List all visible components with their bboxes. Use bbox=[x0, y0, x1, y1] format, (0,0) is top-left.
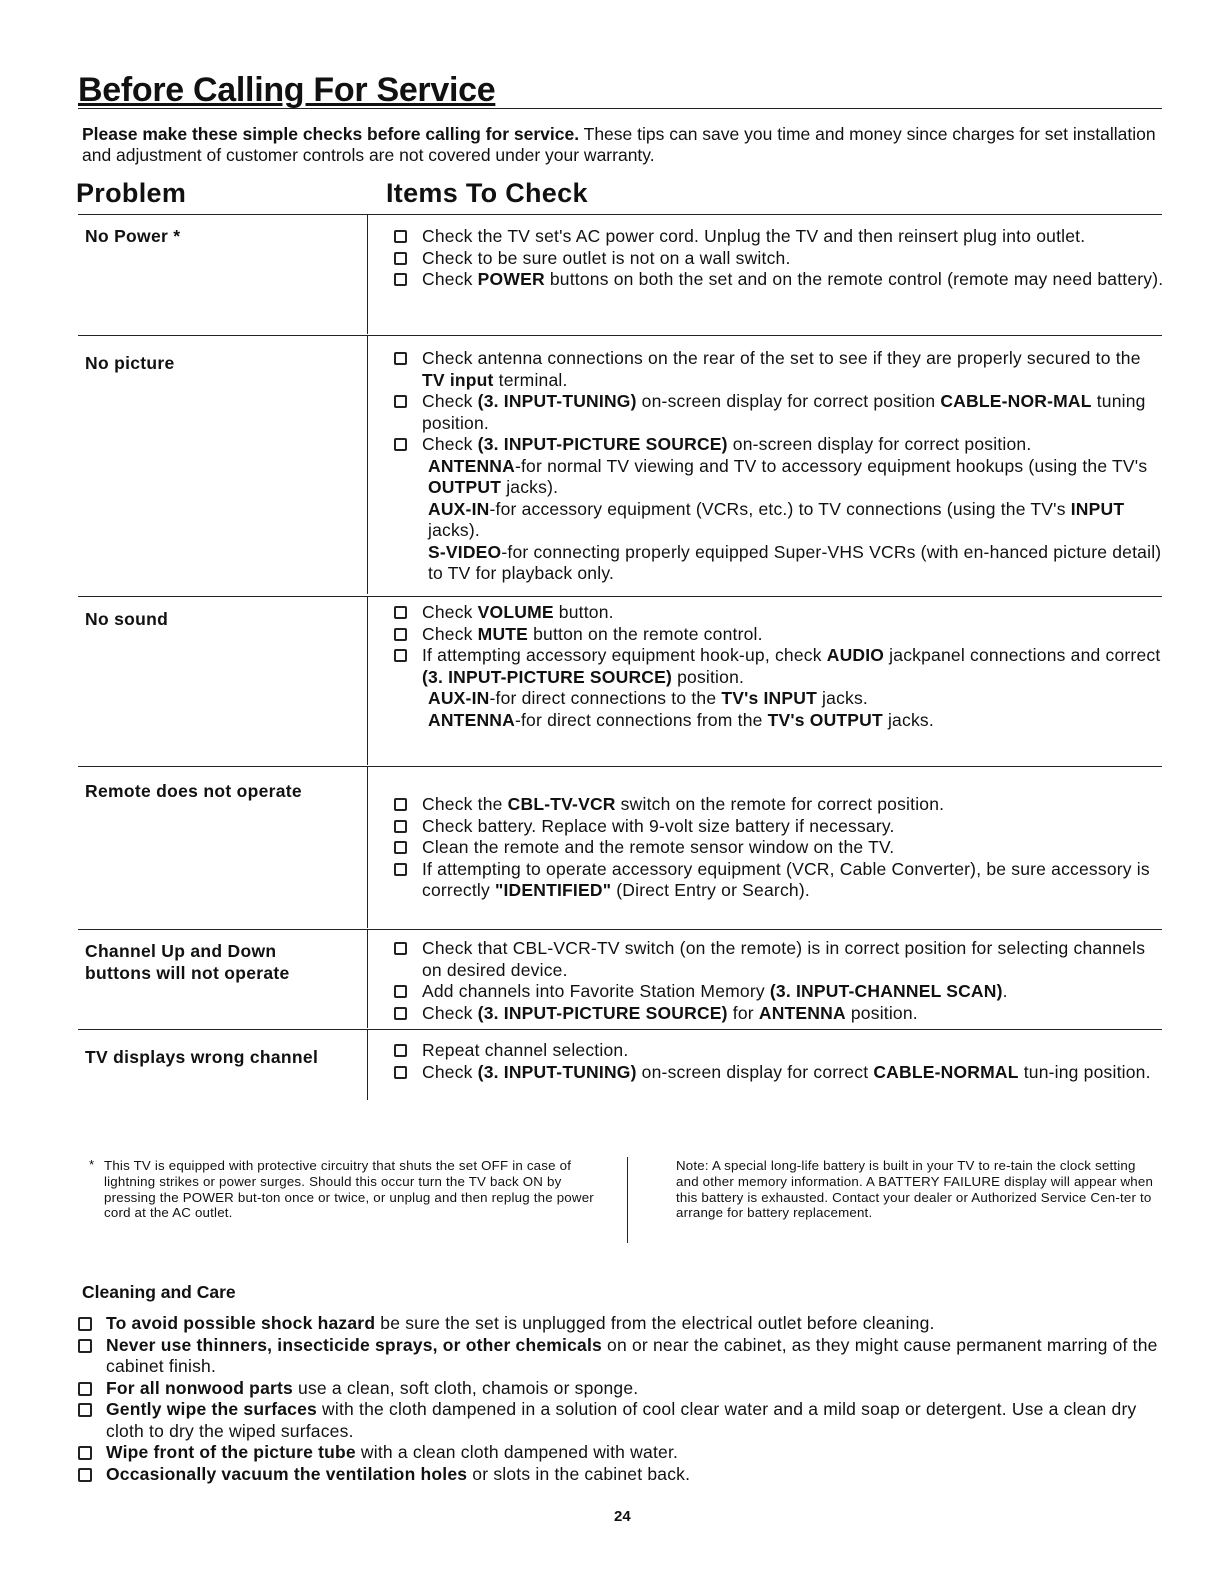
text-run: Check bbox=[422, 1061, 478, 1082]
checkbox-icon bbox=[394, 230, 407, 243]
emphasis-text: Wipe front of the picture tube bbox=[106, 1442, 356, 1462]
checkbox-icon bbox=[394, 863, 407, 876]
power-footnote bbox=[89, 1157, 600, 1221]
emphasis-text: (3. INPUT-PICTURE SOURCE) bbox=[477, 1002, 728, 1023]
page-title: Before Calling For Service bbox=[78, 71, 496, 109]
check-subitem bbox=[392, 710, 1167, 732]
checkbox-icon bbox=[394, 273, 407, 286]
emphasis-text: For all nonwood parts bbox=[106, 1377, 293, 1398]
text-run: Check bbox=[422, 269, 478, 289]
check-item bbox=[392, 981, 1167, 1003]
text-run: Check bbox=[422, 391, 478, 411]
emphasis-text: (3. INPUT-PICTURE SOURCE) bbox=[477, 434, 728, 454]
emphasis-text: ANTENNA bbox=[758, 1002, 846, 1023]
row-divider bbox=[78, 596, 1162, 597]
table-top-rule bbox=[78, 214, 1162, 215]
check-subitem bbox=[392, 456, 1167, 499]
check-subitem bbox=[392, 542, 1167, 585]
text-run: switch on the remote for correct position. bbox=[615, 794, 945, 814]
checkbox-icon bbox=[394, 798, 407, 811]
cleaning-care-heading: Cleaning and Care bbox=[82, 1282, 236, 1302]
problem-label: No picture bbox=[85, 353, 175, 373]
check-item bbox=[392, 269, 1167, 291]
text-run: -for accessory equipment (VCRs, etc.) to TV connections (using the TV's bbox=[489, 498, 1071, 519]
check-item bbox=[392, 434, 1167, 456]
check-item bbox=[392, 391, 1167, 434]
check-item bbox=[392, 1040, 1167, 1062]
footnote-divider bbox=[627, 1157, 628, 1243]
text-run: button. bbox=[553, 602, 614, 622]
text-run: Check bbox=[422, 623, 478, 644]
text-run: Check the bbox=[422, 794, 508, 814]
text-run: Check bbox=[422, 434, 478, 454]
text-run: on-screen display for correct position bbox=[636, 391, 941, 411]
text-run: . bbox=[1002, 981, 1008, 1001]
check-subitem bbox=[392, 688, 1167, 710]
text-run: -for normal TV viewing and TV to accessory equipment hookups (using the TV's bbox=[514, 455, 1148, 476]
checkbox-icon bbox=[78, 1339, 92, 1353]
text-run: jackpanel connections and correct bbox=[884, 645, 1161, 665]
emphasis-text: TV's OUTPUT bbox=[767, 709, 883, 730]
check-list bbox=[392, 226, 1167, 291]
emphasis-text: AUX-IN bbox=[428, 688, 490, 708]
row-divider bbox=[78, 929, 1162, 930]
emphasis-text: Gently wipe the surfaces bbox=[106, 1399, 317, 1419]
care-item bbox=[76, 1313, 1166, 1335]
column-divider bbox=[367, 930, 368, 1028]
emphasis-text: ANTENNA bbox=[428, 709, 515, 730]
checkbox-icon bbox=[394, 606, 407, 619]
text-run: Check that CBL-VCR-TV switch (on the remote) is in correct position for selecting channels on desired device. bbox=[422, 938, 1146, 980]
emphasis-text: MUTE bbox=[477, 623, 529, 644]
text-run: on or near the cabinet, as they might cause permanent marring of the cabinet finish. bbox=[106, 1334, 1158, 1376]
text-run: (Direct Entry or Search). bbox=[611, 880, 810, 900]
text-run: Check to be sure outlet is not on a wall switch. bbox=[422, 247, 791, 268]
checkbox-icon bbox=[394, 1007, 407, 1020]
check-item bbox=[392, 816, 1167, 838]
emphasis-text: (3. INPUT-TUNING) bbox=[477, 1061, 637, 1082]
checkbox-icon bbox=[78, 1446, 92, 1460]
cleaning-care-list bbox=[76, 1313, 1166, 1485]
emphasis-text: INPUT bbox=[1070, 498, 1125, 519]
emphasis-text: S-VIDEO bbox=[428, 541, 502, 562]
problem-label: Remote does not operate bbox=[85, 781, 302, 801]
text-run: jacks). bbox=[501, 477, 559, 497]
check-item bbox=[392, 624, 1167, 646]
problem-label: Channel Up and Down buttons will not operate bbox=[85, 941, 290, 983]
check-item bbox=[392, 645, 1167, 688]
text-run: for bbox=[727, 1002, 759, 1023]
emphasis-text: CABLE-NORMAL bbox=[873, 1061, 1019, 1082]
check-subitem bbox=[392, 499, 1167, 542]
intro-paragraph bbox=[82, 124, 1172, 166]
text-run: tuning position. bbox=[422, 391, 1146, 433]
power-footnote-text: This TV is equipped with protective circuitry that shuts the set OFF in case of lightning strikes or power surges. Should this occur turn the TV back ON by pressing the POWER but-ton once or twice, or unplug and then replug the power cord at the AC outlet. bbox=[104, 1158, 594, 1221]
text-run: Add channels into Favorite Station Memory bbox=[422, 981, 770, 1001]
text-run: position. bbox=[845, 1002, 918, 1023]
emphasis-text: Never use thinners, insecticide sprays, or other chemicals bbox=[106, 1334, 602, 1355]
checkbox-icon bbox=[394, 438, 407, 451]
checkbox-icon bbox=[394, 352, 407, 365]
care-item bbox=[76, 1378, 1166, 1400]
emphasis-text: (3. INPUT-PICTURE SOURCE) bbox=[422, 666, 673, 687]
check-item bbox=[392, 226, 1167, 248]
checkbox-icon bbox=[394, 841, 407, 854]
intro-text: These tips can save you time and money since charges for set installation and adjustment of customer controls are not covered under your warranty. bbox=[82, 124, 1156, 165]
text-run: jacks). bbox=[428, 520, 480, 540]
emphasis-text: TV input bbox=[422, 369, 494, 390]
items-to-check-column-header: Items To Check bbox=[386, 178, 588, 208]
column-divider bbox=[367, 215, 368, 334]
checkbox-icon bbox=[394, 395, 407, 408]
check-item bbox=[392, 248, 1167, 270]
checkbox-icon bbox=[78, 1317, 92, 1331]
care-item bbox=[76, 1335, 1166, 1378]
text-run: terminal. bbox=[493, 369, 568, 390]
emphasis-text: "IDENTIFIED" bbox=[494, 880, 612, 900]
check-item bbox=[392, 348, 1167, 391]
text-run: Check antenna connections on the rear of the set to see if they are properly secured to the bbox=[422, 348, 1141, 368]
checkbox-icon bbox=[78, 1382, 92, 1396]
check-item bbox=[392, 859, 1167, 902]
text-run: Check bbox=[422, 602, 478, 622]
emphasis-text: To avoid possible shock hazard bbox=[106, 1313, 376, 1333]
checkbox-icon bbox=[394, 1044, 407, 1057]
text-run: use a clean, soft cloth, chamois or sponge. bbox=[292, 1377, 639, 1398]
intro-bold: Please make these simple checks before calling for service. bbox=[82, 124, 580, 144]
checkbox-icon bbox=[78, 1468, 92, 1482]
column-divider bbox=[367, 597, 368, 765]
text-run: be sure the set is unplugged from the electrical outlet before cleaning. bbox=[375, 1313, 935, 1333]
problem-column-header: Problem bbox=[76, 178, 187, 208]
text-run: If attempting accessory equipment hook-up, check bbox=[422, 645, 827, 665]
text-run: -for direct connections to the bbox=[489, 688, 722, 708]
emphasis-text: CBL-TV-VCR bbox=[507, 794, 616, 814]
text-run: Check the TV set's AC power cord. Unplug the TV and then reinsert plug into outlet. bbox=[422, 226, 1086, 246]
text-run: -for direct connections from the bbox=[514, 709, 768, 730]
check-item bbox=[392, 938, 1167, 981]
problem-label: TV displays wrong channel bbox=[85, 1047, 319, 1067]
check-item bbox=[392, 794, 1167, 816]
checkbox-icon bbox=[394, 649, 407, 662]
check-item bbox=[392, 602, 1167, 624]
text-run: Check battery. Replace with 9-volt size battery if necessary. bbox=[422, 815, 895, 836]
emphasis-text: CABLE-NOR-MAL bbox=[940, 391, 1092, 411]
emphasis-text: POWER bbox=[477, 269, 545, 289]
title-rule bbox=[78, 108, 1162, 109]
text-run: with a clean cloth dampened with water. bbox=[355, 1442, 679, 1462]
text-run: jacks. bbox=[816, 688, 868, 708]
text-run: on-screen display for correct position. bbox=[727, 434, 1032, 454]
checkbox-icon bbox=[394, 1066, 407, 1079]
emphasis-text: VOLUME bbox=[477, 602, 554, 622]
battery-note bbox=[676, 1158, 1156, 1221]
text-run: Repeat channel selection. bbox=[422, 1040, 629, 1060]
emphasis-text: OUTPUT bbox=[428, 477, 502, 497]
page-number: 24 bbox=[614, 1508, 631, 1525]
text-run: or slots in the cabinet back. bbox=[467, 1463, 691, 1484]
text-run: Check bbox=[422, 1002, 478, 1023]
checkbox-icon bbox=[394, 252, 407, 265]
column-divider bbox=[367, 336, 368, 594]
text-run: with the cloth dampened in a solution of cool clear water and a mild soap or detergent. Use a clean dry cloth to dry the wiped surfaces. bbox=[106, 1399, 1137, 1441]
emphasis-text: AUX-IN bbox=[428, 498, 490, 519]
emphasis-text: (3. INPUT-TUNING) bbox=[477, 391, 637, 411]
row-divider bbox=[78, 335, 1162, 336]
text-run: tun-ing position. bbox=[1018, 1061, 1151, 1082]
text-run: position. bbox=[672, 666, 745, 687]
checkbox-icon bbox=[78, 1403, 92, 1417]
emphasis-text: TV's INPUT bbox=[721, 688, 817, 708]
row-divider bbox=[78, 1029, 1162, 1030]
care-item bbox=[76, 1464, 1166, 1486]
battery-note-text: Note: A special long-life battery is built in your TV to re-tain the clock setting and other memory information. A BATTERY FAILURE display will appear when this battery is exhausted. Contact your dealer or Authorized Service Cen-ter to arrange for battery replacement. bbox=[676, 1158, 1154, 1221]
text-run: If attempting to operate accessory equipment (VCR, Cable Converter), be sure accessory is correctly bbox=[422, 858, 1150, 900]
text-run: on-screen display for correct bbox=[636, 1061, 874, 1082]
text-run: jacks. bbox=[882, 709, 934, 730]
emphasis-text: (3. INPUT-CHANNEL SCAN) bbox=[769, 981, 1003, 1001]
column-divider bbox=[367, 767, 368, 928]
problem-label: No Power * bbox=[85, 226, 181, 246]
checkbox-icon bbox=[394, 628, 407, 641]
care-item bbox=[76, 1399, 1166, 1442]
footnote-asterisk: * bbox=[89, 1157, 95, 1172]
check-list bbox=[392, 348, 1167, 585]
check-list bbox=[392, 1040, 1167, 1083]
check-item bbox=[392, 1062, 1167, 1084]
problem-label: No sound bbox=[85, 609, 169, 629]
check-item bbox=[392, 837, 1167, 859]
text-run: Clean the remote and the remote sensor window on the TV. bbox=[422, 837, 895, 857]
check-item bbox=[392, 1003, 1167, 1025]
text-run: buttons on both the set and on the remote control (remote may need battery). bbox=[544, 269, 1164, 289]
checkbox-icon bbox=[394, 985, 407, 998]
checkbox-icon bbox=[394, 942, 407, 955]
text-run: button on the remote control. bbox=[528, 623, 763, 644]
column-divider bbox=[367, 1030, 368, 1100]
emphasis-text: AUDIO bbox=[826, 645, 885, 665]
checkbox-icon bbox=[394, 820, 407, 833]
check-list bbox=[392, 794, 1167, 902]
text-run: -for connecting properly equipped Super-VHS VCRs (with en-hanced picture detail) to TV for playback only. bbox=[428, 541, 1162, 583]
row-divider bbox=[78, 766, 1162, 767]
emphasis-text: Occasionally vacuum the ventilation holes bbox=[106, 1463, 468, 1484]
check-list bbox=[392, 602, 1167, 731]
care-item bbox=[76, 1442, 1166, 1464]
emphasis-text: ANTENNA bbox=[428, 455, 515, 476]
check-list bbox=[392, 938, 1167, 1024]
